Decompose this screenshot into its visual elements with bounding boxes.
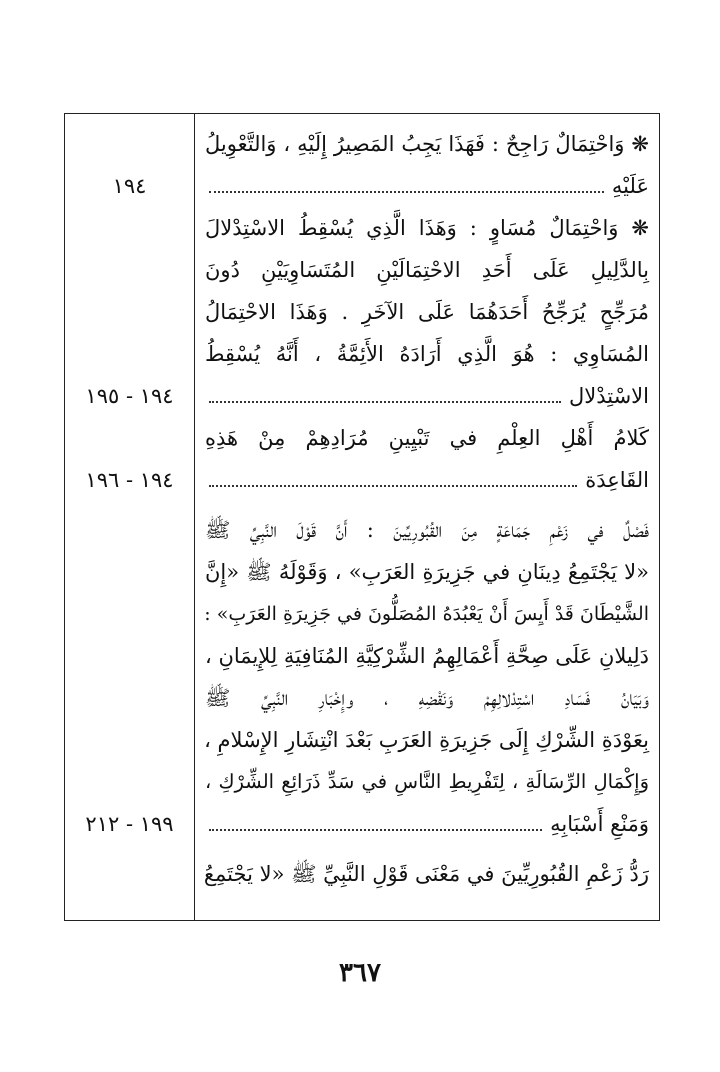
- toc-line: وَبَيَانُ فَسَادِ اسْتِدْلالِهِمْ وَنَقْضِهِ ، وإِخْبَارِ النَّبِيِّ ﷺ: [205, 686, 649, 710]
- toc-line-text: عَلَيْهِ: [611, 174, 649, 198]
- toc-line: مُرَجِّحٍ يُرَجِّحُ أَحَدَهُمَا عَلَى الآخَرِ . وَهَذَا الاحْتِمَالُ: [205, 300, 649, 324]
- toc-line-text: الاسْتِدْلال: [568, 384, 649, 408]
- toc-line-text: وَمَنْعِ أَسْبَابِهِ: [550, 812, 649, 836]
- toc-pages-column: [65, 114, 194, 920]
- toc-line-text: القَاعِدَة: [585, 468, 649, 492]
- toc-table: [64, 113, 660, 921]
- toc-line: بِعَوْدَةِ الشِّرْكِ إِلَى جَزِيرَةِ العَرَبِ بَعْدَ انْتِشَارِ الإِسْلامِ ،: [204, 728, 649, 752]
- toc-line: بِالدَّلِيلِ عَلَى أَحَدِ الاحْتِمَالَيْنِ المُتَسَاوِيَيْنِ دُونَ: [205, 258, 649, 282]
- toc-line: [205, 166, 649, 206]
- toc-line: دَلِيلانِ عَلَى صِحَّةِ أَعْمَالِهِمُ الشِّرْكِيَّةِ المُنَافِيَةِ لِلإِيمَانِ ،: [205, 644, 649, 668]
- toc-line: ❋ وَاحْتِمَالٌ رَاجِحٌ : فَهَذَا يَجِبُ المَصِيرُ إِلَيْهِ ، وَالتَّعْوِيلُ: [205, 132, 649, 156]
- toc-line: المُسَاوِي : هُوَ الَّذِي أَرَادَهُ الأَئِمَّةُ ، أَنَّهُ يُسْقِطُ: [205, 342, 649, 366]
- page-folio-number: ٣٦٧: [339, 958, 381, 988]
- page-range: ١٩٤ - ١٩٥: [85, 384, 174, 408]
- toc-line: [205, 460, 649, 500]
- dot-leader: [209, 485, 577, 487]
- toc-line: كَلامُ أَهْلِ العِلْمِ في تَبْيِينِ مُرَادِهِمْ مِنْ هَذِهِ: [205, 426, 649, 450]
- page-range: ١٩٤ - ١٩٦: [85, 468, 174, 492]
- page-range: ١٩٩ - ٢١٢: [85, 812, 174, 836]
- toc-line: رَدُّ زَعْمِ القُبُورِيِّينَ في مَعْنَى قَوْلِ النَّبِيِّ ﷺ «لا يَجْتَمِعُ: [203, 862, 649, 886]
- dot-leader: [209, 829, 542, 831]
- toc-line: ❋ وَاحْتِمَالٌ مُسَاوٍ : وَهَذَا الَّذِي يُسْقِطُ الاسْتِدْلالَ: [205, 216, 649, 240]
- dot-leader: [209, 401, 561, 403]
- toc-line: [205, 804, 649, 844]
- toc-line: «لا يَجْتَمِعُ دِينَانِ في جَزِيرَةِ العَرَبِ» ، وَقَوْلَهُ ﷺ «إِنَّ: [205, 560, 649, 584]
- toc-line: وَإِكْمَالِ الرِّسَالَةِ ، لِتَفْرِيطِ النَّاسِ في سَدِّ ذَرَائِعِ الشِّرْكِ ،: [205, 770, 649, 793]
- page-number: ١٩٤: [112, 174, 147, 198]
- toc-text-column: [194, 114, 659, 920]
- toc-line: [205, 376, 649, 416]
- toc-line: فَصْلٌ في زَعْمِ جَمَاعَةٍ مِنَ القُبُورِيِّينَ : أَنَّ قَوْلَ النَّبِيِّ ﷺ: [205, 518, 649, 542]
- dot-leader: [209, 191, 604, 193]
- toc-line: الشَّيْطَانَ قَدْ أَيِسَ أَنْ يَعْبُدَهُ المُصَلُّونَ في جَزِيرَةِ العَرَبِ» :: [204, 603, 649, 625]
